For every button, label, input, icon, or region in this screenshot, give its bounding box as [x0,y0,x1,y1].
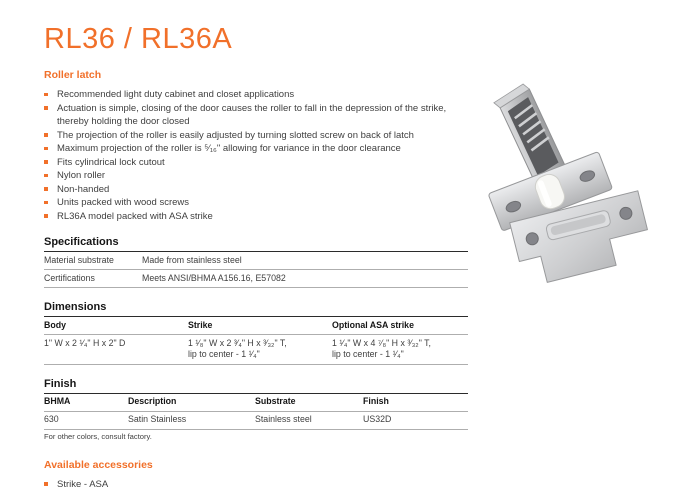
list-item [44,102,468,129]
dimension-line: lip to center - 1 ¹⁄₄" [188,349,332,361]
list-item [44,88,468,102]
list-item [44,478,468,491]
specifications-table [44,251,468,288]
list-item [44,156,468,170]
column-header: Strike [188,320,332,332]
dimension-line: lip to center - 1 ¹⁄₄" [332,349,468,361]
square-bullet-icon [44,93,48,97]
dimension-line: 1" W x 2 ¹⁄₄" H x 2" D [44,338,188,350]
table-header-row [44,317,468,335]
square-bullet-icon [44,174,48,178]
list-item [44,183,468,197]
square-bullet-icon [44,201,48,205]
square-bullet-icon [44,106,48,110]
finish-bhma: 630 [44,414,128,426]
main-content [44,22,468,491]
feature-text: Units packed with wood screws [57,197,189,208]
page-title: RL36 / RL36A [44,22,468,56]
roller-latch-illustration [486,80,670,270]
feature-text: Non-handed [57,184,109,195]
accessories-heading: Available accessories [44,459,468,471]
dimensions-heading: Dimensions [44,301,468,313]
dimensions-table [44,316,468,365]
feature-text: Fits cylindrical lock cutout [57,157,165,168]
specifications-heading: Specifications [44,236,468,248]
table-header-row [44,394,468,412]
feature-text: The projection of the roller is easily adjusted by turning slotted screw on back of latch [57,130,414,141]
accessory-text: Strike - ASA [57,479,108,490]
asa-strike-dimensions [332,338,468,361]
table-row [44,270,468,288]
finish-substrate: Stainless steel [255,414,363,426]
feature-text: Nylon roller [57,170,105,181]
list-item [44,196,468,210]
finish-heading: Finish [44,378,468,390]
list-item [44,129,468,143]
square-bullet-icon [44,214,48,218]
body-dimensions [44,338,188,361]
square-bullet-icon [44,147,48,151]
table-row [44,412,468,430]
accessories-list [44,478,468,491]
column-header: Finish [363,396,468,408]
column-header: Substrate [255,396,363,408]
square-bullet-icon [44,187,48,191]
feature-text: Recommended light duty cabinet and closet applications [57,89,294,100]
spec-value: Made from stainless steel [142,255,468,267]
table-row [44,252,468,270]
list-item [44,210,468,224]
finish-code: US32D [363,414,468,426]
dimension-line: 1 ¹⁄₈" W x 2 ³⁄₄" H x ³⁄₃₂" T, [188,338,332,350]
square-bullet-icon [44,482,48,486]
spec-value: Meets ANSI/BHMA A156.16, E57082 [142,273,468,285]
column-header: BHMA [44,396,128,408]
product-photo [486,80,670,270]
column-header: Description [128,396,255,408]
column-header: Optional ASA strike [332,320,468,332]
list-item [44,169,468,183]
finish-description: Satin Stainless [128,414,255,426]
feature-text: RL36A model packed with ASA strike [57,211,213,222]
column-header: Body [44,320,188,332]
product-subtitle: Roller latch [44,69,468,81]
spec-label: Material substrate [44,255,142,267]
feature-list [44,88,468,223]
square-bullet-icon [44,133,48,137]
finish-footnote: For other colors, consult factory. [44,432,468,441]
feature-text: Maximum projection of the roller is ⁵⁄₁₆" allowing for variance in the door clearance [57,143,401,154]
dimension-line: 1 ¹⁄₄" W x 4 ⁷⁄₈" H x ³⁄₃₂" T, [332,338,468,350]
table-row [44,335,468,365]
list-item [44,142,468,156]
square-bullet-icon [44,160,48,164]
strike-dimensions [188,338,332,361]
spec-label: Certifications [44,273,142,285]
feature-text: Actuation is simple, closing of the door causes the roller to fall in the depression of the strike, thereby holding the door closed [57,103,446,128]
finish-table [44,393,468,430]
